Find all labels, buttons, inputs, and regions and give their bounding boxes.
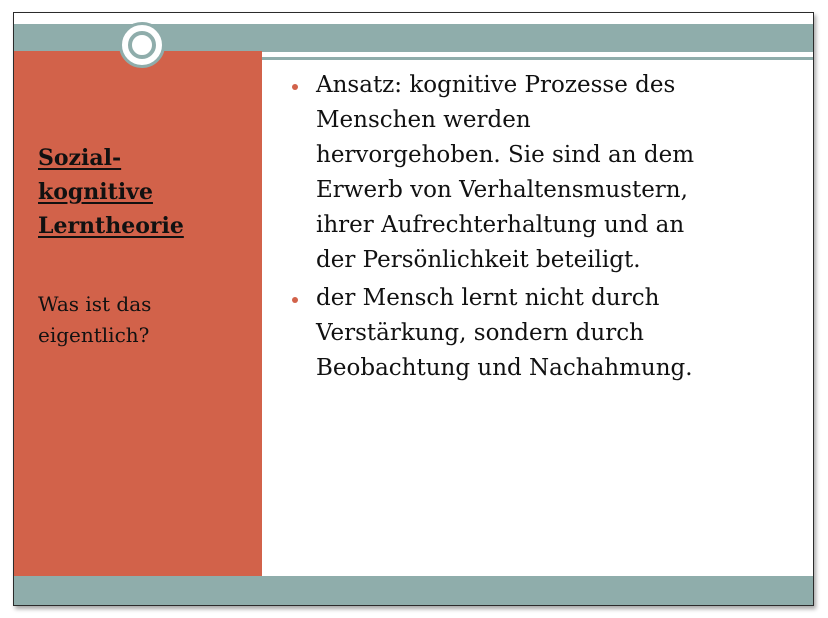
slide [13,12,814,606]
bottom-bar [14,576,813,606]
bullet-line: Beobachtung und Nachahmung. [316,355,693,381]
bullet-item [284,281,784,386]
bullet-line: Verstärkung, sondern durch [316,320,644,346]
bullet-line: ihrer Aufrechterhaltung und an [316,212,685,238]
slide-subtitle-line: eigentlich? [38,323,150,347]
bullet-line: Erwerb von Verhaltensmustern, [316,177,688,203]
slide-title-line: kognitive [38,179,153,205]
bullet-line: Menschen werden [316,107,531,133]
bullet-list [284,68,784,389]
bullet-line: Ansatz: kognitive Prozesse des [316,72,676,98]
decorative-ring-inner-icon [128,31,156,59]
slide-title-line: Lerntheorie [38,213,184,239]
slide-title [38,141,248,243]
slide-subtitle [38,289,248,351]
bullet-line: hervorgehoben. Sie sind an dem [316,142,695,168]
bullet-dot-icon [292,84,298,90]
slide-title-line: Sozial- [38,145,122,171]
title-side-panel [14,51,262,577]
slide-subtitle-line: Was ist das [38,292,152,316]
bullet-item [284,68,784,278]
bullet-line: der Persönlichkeit beteiligt. [316,247,641,273]
bullet-line: der Mensch lernt nicht durch [316,285,660,311]
bullet-dot-icon [292,297,298,303]
